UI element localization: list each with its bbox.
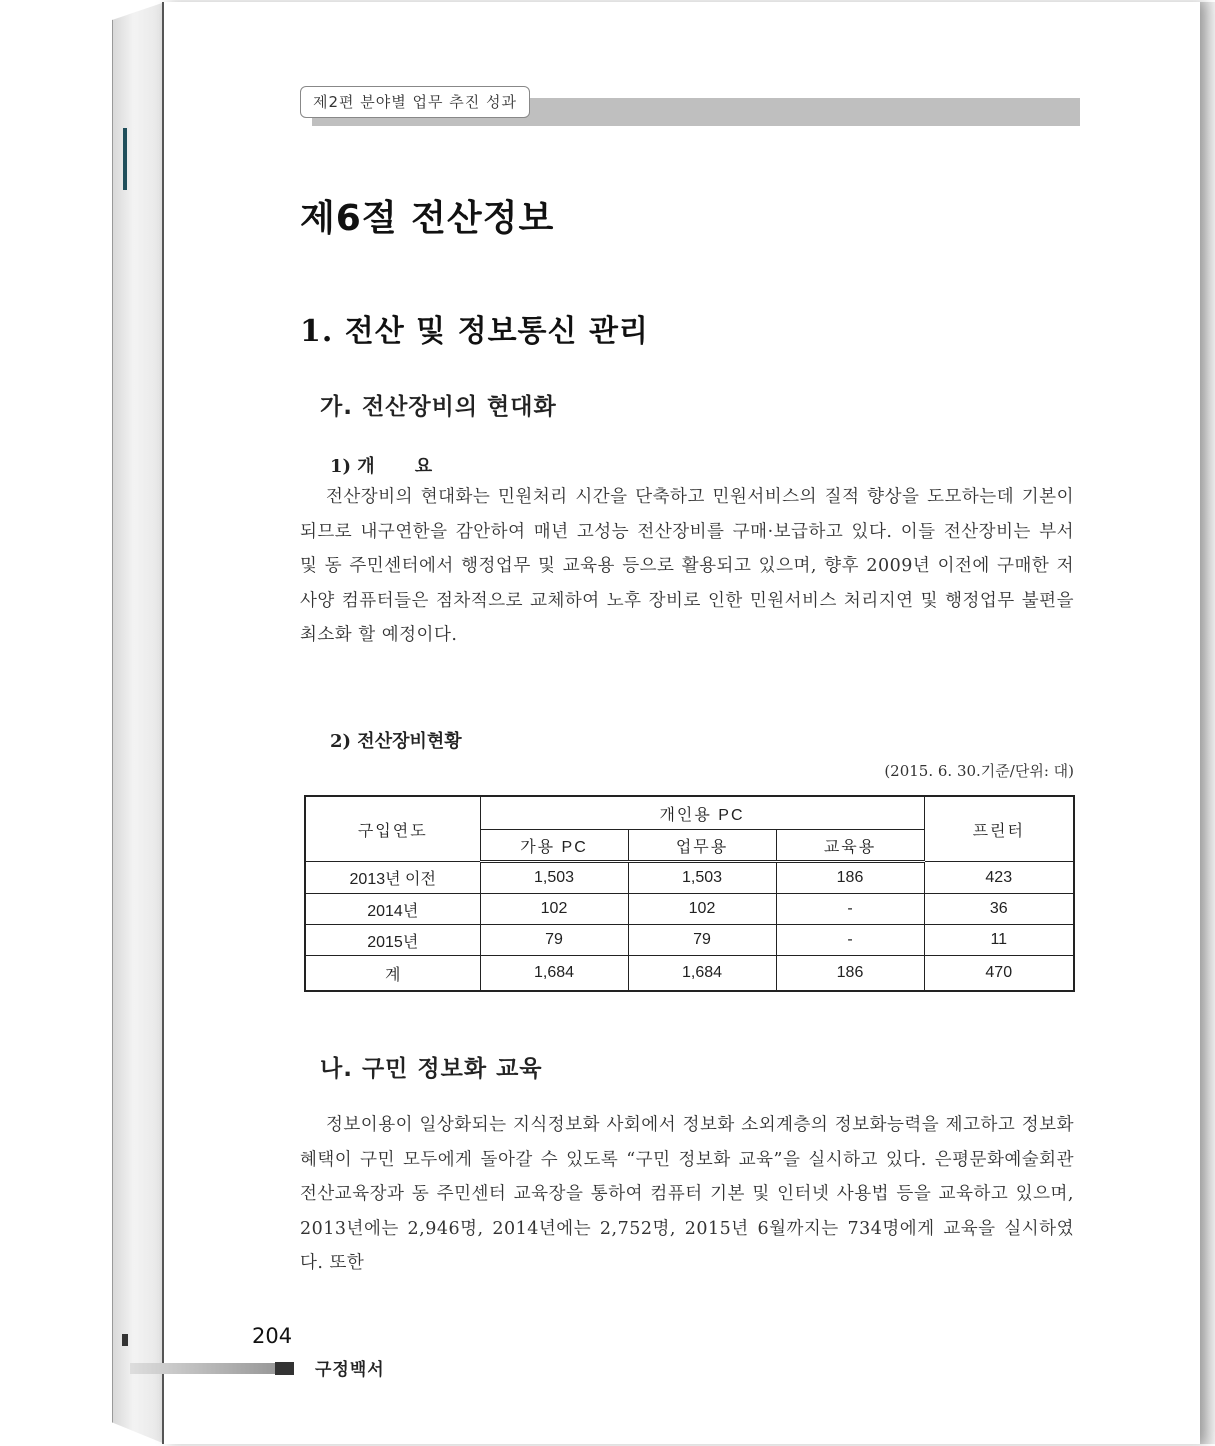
cell-year: 계 — [305, 956, 480, 992]
cell-work: 1,684 — [628, 956, 776, 992]
cell-work: 102 — [628, 894, 776, 925]
overview-paragraph: 전산장비의 현대화는 민원처리 시간을 단축하고 민원서비스의 질적 향상을 도모하는데 기본이 되므로 내구연한을 감안하여 매년 고성능 전산장비를 구매·보급하고 있다. 이들 전산장비는 부서 및 동 주민센터에서 행정업무 및 교육용 등으로 활용되고 있으며, 향후 2009년 이전에 구매한 저사양 컴퓨터들은 점차적으로 교체하여 노후 장비로 인한 민원서비스 처리지연 및 행정업무 불편을 최소화 할 예정이다. — [300, 487, 1074, 646]
cell-year: 2014년 — [305, 894, 480, 925]
cell-edu: - — [776, 894, 924, 925]
item-overview-num: 1) 개 — [330, 456, 375, 477]
cell-year: 2015년 — [305, 925, 480, 956]
footer-block — [275, 1362, 294, 1375]
item-overview-rest: 요 — [414, 456, 433, 477]
header-pc-total: 가용 PC — [480, 830, 628, 862]
spine-accent-mark — [123, 128, 127, 190]
table-row — [305, 925, 1074, 956]
item-equipment-title: 2) 전산장비현황 — [330, 731, 462, 752]
cell-printer: 11 — [924, 925, 1074, 956]
header-year: 구입연도 — [305, 796, 480, 862]
page-number: 204 — [252, 1324, 293, 1348]
section-title: 제6절 전산정보 — [300, 198, 555, 239]
cell-total: 1,503 — [480, 862, 628, 894]
cell-total: 1,684 — [480, 956, 628, 992]
table-total-row — [305, 956, 1074, 992]
cell-year: 2013년 이전 — [305, 862, 480, 894]
spine-bottom-mark — [122, 1334, 128, 1346]
cell-edu: - — [776, 925, 924, 956]
footer-bar — [130, 1363, 275, 1374]
book-spine — [112, 2, 165, 1444]
item-overview-title — [330, 452, 432, 478]
education-paragraph: 정보이용이 일상화되는 지식정보화 사회에서 정보화 소외계층의 정보화능력을 제고하고 정보화 혜택이 구민 모두에게 돌아갈 수 있도록 “구민 정보화 교육”을 실시하고 있다. 은평문화예술회관 전산교육장과 동 주민센터 교육장을 통하여 컴퓨터 기본 및 인터넷 사용법 등을 교육하고 있으며, 2013년에는 2,946명, 2014년에는 2,752명, 2015년 6월까지는 734명에게 교육을 실시하였다. 또한 — [300, 1115, 1074, 1274]
cell-work: 1,503 — [628, 862, 776, 894]
subsection-b-title: 나. 구민 정보화 교육 — [320, 1056, 543, 1082]
chapter-tab: 제2편 분야별 업무 추진 성과 — [300, 86, 530, 118]
cell-total: 79 — [480, 925, 628, 956]
table-row — [305, 894, 1074, 925]
header-pc-group: 개인용 PC — [480, 796, 924, 830]
cell-printer: 423 — [924, 862, 1074, 894]
unit-note: (2015. 6. 30.기준/단위: 대) — [884, 762, 1074, 780]
table-row — [305, 862, 1074, 894]
header-pc-edu: 교육용 — [776, 830, 924, 862]
cell-work: 79 — [628, 925, 776, 956]
book-title: 구정백서 — [315, 1360, 385, 1380]
cell-printer: 36 — [924, 894, 1074, 925]
equipment-table — [304, 795, 1075, 992]
cell-printer: 470 — [924, 956, 1074, 992]
header-pc-work: 업무용 — [628, 830, 776, 862]
cell-total: 102 — [480, 894, 628, 925]
header-printer: 프린터 — [924, 796, 1074, 862]
heading-1: 1. 전산 및 정보통신 관리 — [300, 314, 649, 349]
subsection-a-title: 가. 전산장비의 현대화 — [320, 394, 557, 420]
cell-edu: 186 — [776, 862, 924, 894]
cell-edu: 186 — [776, 956, 924, 992]
